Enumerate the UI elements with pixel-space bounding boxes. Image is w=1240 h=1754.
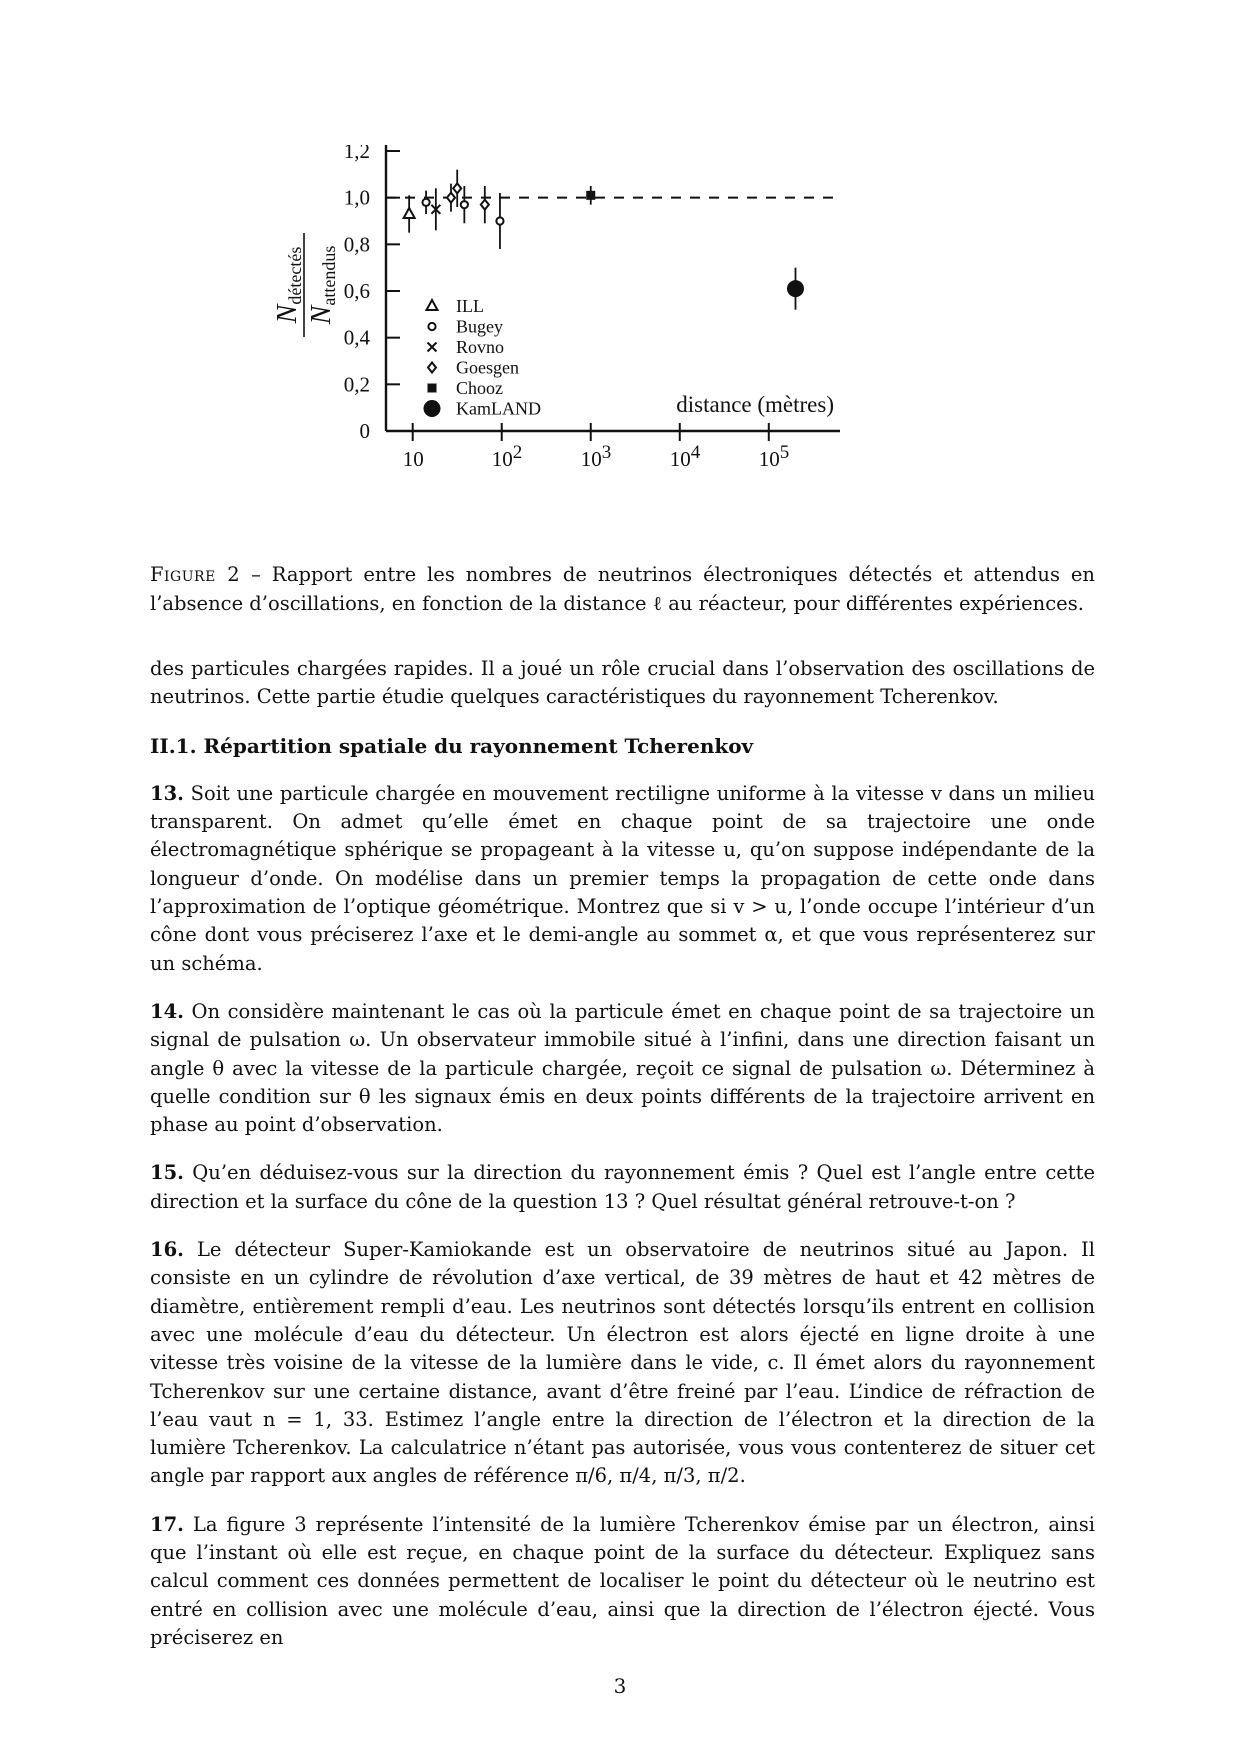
y-tick-label: 0,6 xyxy=(343,279,370,303)
legend-label: Goesgen xyxy=(456,357,519,378)
x-tick-label: 103 xyxy=(580,442,612,471)
legend-marker xyxy=(428,363,436,373)
legend-label: Bugey xyxy=(456,316,503,337)
y-tick-label: 0,2 xyxy=(343,372,370,397)
main-text xyxy=(150,655,1095,1672)
y-tick-label: 0,4 xyxy=(343,325,370,350)
legend-marker xyxy=(428,343,437,352)
question-14 xyxy=(150,998,1095,1139)
question-15 xyxy=(150,1159,1095,1216)
legend-marker xyxy=(424,400,441,417)
question-text: La figure 3 représente l’intensité de la lumière Tcherenkov émise par un électron, ainsi que l’instant où elle est reçue, en chaque point de la surface du détecteur. Expliquez sans calcul comment ces données permettent de localiser le point du détecteur où le neutrino est entré en collision avec une molécule d’eau, ainsi que la direction de l’électron éjecté. Vous préciserez en xyxy=(150,1512,1095,1649)
x-axis-label: distance (mètres) xyxy=(676,392,834,417)
question-text: Le détecteur Super-Kamiokande est un observatoire de neutrinos situé au Japon. Il consiste en un cylindre de révolution d’axe vertical, de 39 mètres de haut et 42 mètres de diamètre, entièrement rempli d’eau. Les neutrinos sont détectés lorsqu’ils entrent en collision avec une molécule d’eau du détecteur. Un électron est alors éjecté en ligne droite à une vitesse très voisine de la vitesse de la lumière dans le vide, c. Il émet alors du rayonnement Tcherenkov sur une certaine distance, avant d’être freiné par l’eau. L’indice de réfraction de l’eau vaut n = 1, 33. Estimez l’angle entre la direction de l’électron et la direction de la lumière Tcherenkov. La calculatrice n’étant pas autorisée, vous vous contenterez de situer cet angle par rapport aux angles de référence π/6, π/4, π/3, π/2. xyxy=(150,1238,1095,1488)
data-point xyxy=(461,201,468,208)
x-tick-label: 10 xyxy=(402,447,424,471)
figure-caption xyxy=(150,560,1095,618)
question-13 xyxy=(150,780,1095,978)
page-number: 3 xyxy=(613,1674,627,1698)
y-tick-label: 0,8 xyxy=(343,232,370,257)
question-number: 15. xyxy=(150,1161,184,1185)
legend-marker xyxy=(427,300,438,310)
intro-paragraph: des particules chargées rapides. Il a joué un rôle crucial dans l’observation des oscillations de neutrinos. Cette partie étudie quelques caractéristiques du rayonnement Tcherenkov. xyxy=(150,657,1095,709)
y-tick-label: 0 xyxy=(359,419,370,443)
data-point xyxy=(453,183,461,193)
y-tick-label: 1,0 xyxy=(343,185,370,210)
question-17 xyxy=(150,1511,1095,1652)
question-text: On considère maintenant le cas où la particule émet en chaque point de sa trajectoire un signal de pulsation ω. Un observateur immobile situé à l’infini, dans une direction faisant un angle θ avec la vitesse de la particule chargée, reçoit ce signal de pulsation ω. Déterminez à quelle condition sur θ les signaux émis en deux points différents de la trajectoire arrivent en phase au point d’observation. xyxy=(150,999,1095,1137)
legend-marker xyxy=(428,384,437,393)
question-number: 14. xyxy=(150,999,184,1023)
section-title: II.1. Répartition spatiale du rayonnement Tcherenkov xyxy=(150,733,754,758)
y-label-numerator: Ndétectés xyxy=(272,246,305,324)
question-number: 16. xyxy=(150,1238,184,1262)
x-tick-label: 102 xyxy=(491,442,523,471)
question-number: 13. xyxy=(150,781,184,805)
question-16 xyxy=(150,1236,1095,1491)
legend-label: ILL xyxy=(456,296,484,316)
figure-2-chart xyxy=(270,145,960,545)
data-point xyxy=(496,217,503,224)
legend-label: KamLAND xyxy=(456,398,541,419)
y-tick-label: 1,2 xyxy=(343,145,370,163)
question-text: Qu’en déduisez-vous sur la direction du rayonnement émis ? Quel est l’angle entre cette direction et la surface du cône de la question 13 ? Quel résultat général retrouve-t-on ? xyxy=(150,1161,1095,1213)
data-point xyxy=(787,280,804,297)
data-point xyxy=(447,193,455,203)
y-axis-label xyxy=(272,233,339,337)
question-text: Soit une particule chargée en mouvement rectiligne uniforme à la vitesse v dans un milieu transparent. On admet qu’elle émet en chaque point de sa trajectoire une onde électromagnétique sphérique se propageant à la vitesse u, qu’on suppose indépendante de la longueur d’onde. On modélise dans un premier temps la propagation de cette onde dans l’approximation de l’optique géométrique. Montrez que si v > u, l’onde occupe l’intérieur d’un cône dont vous préciserez l’axe et le demi-angle au sommet α, et que vous représenterez sur un schéma. xyxy=(150,781,1095,975)
question-number: 17. xyxy=(150,1512,184,1536)
caption-text: – Rapport entre les nombres de neutrinos électroniques détectés et attendus en l’absence d’oscillations, en fonction de la distance ℓ au réacteur, pour différentes expériences. xyxy=(150,563,1095,615)
data-point xyxy=(481,200,489,210)
data-point xyxy=(422,199,429,206)
chart-svg xyxy=(270,145,960,545)
data-point xyxy=(404,208,415,218)
legend-label: Rovno xyxy=(456,337,505,357)
data-point xyxy=(586,191,595,200)
legend-marker xyxy=(428,323,435,330)
caption-label: Figure 2 xyxy=(150,563,241,586)
x-tick-label: 105 xyxy=(758,442,790,471)
x-tick-label: 104 xyxy=(669,442,701,471)
y-label-denominator: Nattendus xyxy=(306,245,339,325)
legend-label: Chooz xyxy=(456,378,503,398)
